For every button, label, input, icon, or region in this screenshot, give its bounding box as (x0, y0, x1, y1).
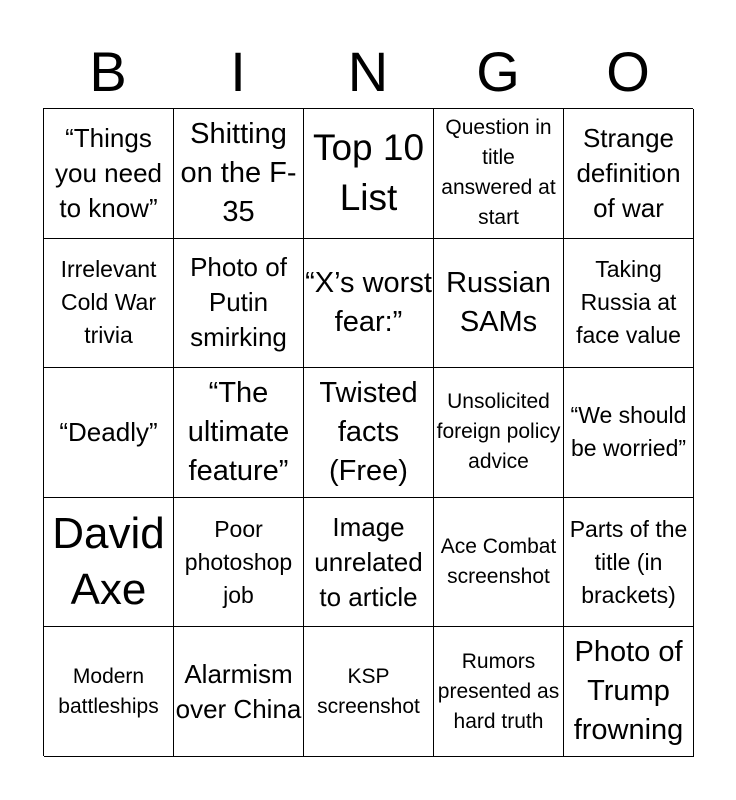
bingo-cell-text: Question in title answered at start (441, 116, 556, 230)
bingo-cell[interactable] (434, 368, 564, 498)
bingo-cell-text: Shitting on the F-35 (180, 117, 297, 228)
bingo-cell[interactable] (304, 627, 434, 757)
header-letter-g: G (476, 40, 520, 103)
bingo-cell-text: Rumors presented as hard truth (437, 649, 560, 733)
bingo-cell[interactable] (564, 109, 694, 239)
bingo-cell[interactable] (44, 627, 174, 757)
bingo-cell-text: “The ultimate feature” (187, 376, 290, 487)
bingo-cell-text: Taking Russia at face value (576, 256, 681, 349)
bingo-cell[interactable] (564, 498, 694, 628)
bingo-cell[interactable] (174, 368, 304, 498)
bingo-cell-text: Top 10 List (312, 127, 425, 219)
bingo-cell-text: “Deadly” (59, 416, 158, 447)
bingo-cell-text: Image unrelated to article (314, 511, 423, 612)
header-letter-b: B (89, 40, 127, 103)
bingo-cell[interactable] (44, 109, 174, 239)
bingo-cell-text: Poor photoshop job (184, 515, 293, 608)
bingo-cell-text: Russian SAMs (446, 266, 551, 338)
bingo-cell-text: Alarmism over China (175, 658, 302, 724)
bingo-cell-text: “Things you need to know” (55, 122, 162, 223)
bingo-cell[interactable] (174, 109, 304, 239)
header-letter-o: O (606, 40, 650, 103)
header-letter-i: I (230, 40, 246, 103)
bingo-cell[interactable] (44, 498, 174, 628)
bingo-header (43, 40, 693, 104)
bingo-cell[interactable] (44, 368, 174, 498)
bingo-cell[interactable] (564, 239, 694, 369)
bingo-cell-text: Photo of Putin smirking (190, 252, 287, 353)
bingo-cell-text: “We should be worried” (570, 402, 687, 462)
bingo-cell[interactable] (44, 239, 174, 369)
bingo-cell-text: Modern battleships (58, 664, 159, 718)
bingo-cell[interactable] (304, 239, 434, 369)
bingo-cell[interactable] (564, 368, 694, 498)
bingo-cell-text: KSP screenshot (317, 664, 420, 718)
bingo-cell-text: Unsolicited foreign policy advice (436, 390, 561, 474)
bingo-cell[interactable] (434, 239, 564, 369)
bingo-cell-text: Twisted facts (Free) (319, 376, 418, 487)
bingo-cell-text: David Axe (52, 509, 165, 615)
bingo-cell[interactable] (304, 368, 434, 498)
bingo-cell[interactable] (174, 627, 304, 757)
bingo-cell-text: Ace Combat screenshot (440, 535, 557, 589)
bingo-cell-text: Parts of the title (in brackets) (569, 515, 688, 608)
bingo-cell[interactable] (434, 109, 564, 239)
header-letter-n: N (347, 40, 389, 103)
bingo-cell-text: Irrelevant Cold War trivia (60, 256, 157, 349)
bingo-cell[interactable] (434, 498, 564, 628)
bingo-cell[interactable] (174, 239, 304, 369)
bingo-cell-text: “X’s worst fear:” (305, 266, 432, 338)
bingo-grid (43, 108, 693, 756)
bingo-cell[interactable] (304, 109, 434, 239)
bingo-cell-text: Strange definition of war (576, 122, 681, 223)
bingo-cell[interactable] (564, 627, 694, 757)
bingo-cell-text: Photo of Trump frowning (573, 636, 684, 747)
bingo-cell[interactable] (304, 498, 434, 628)
bingo-cell[interactable] (174, 498, 304, 628)
bingo-cell[interactable] (434, 627, 564, 757)
